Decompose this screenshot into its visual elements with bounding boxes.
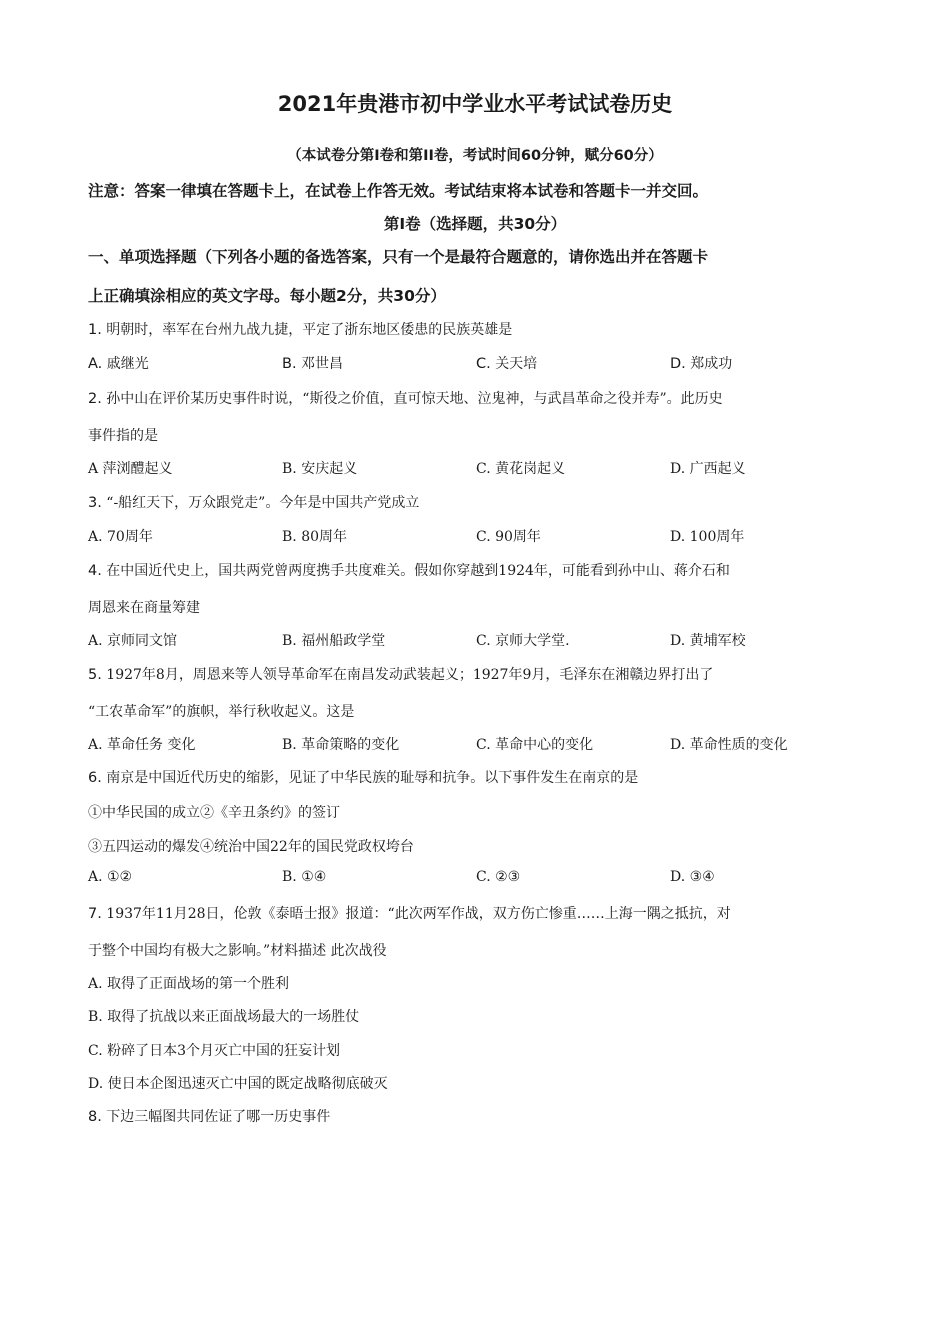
question-number: 5.	[88, 667, 102, 683]
question-number: 7.	[88, 906, 102, 922]
question-stem: 南京是中国近代历史的缩影，见证了中华民族的耻辱和抗争。以下事件发生在南京的是	[106, 770, 639, 786]
question-2-stem-cont: 事件指的是	[88, 428, 158, 444]
option-d: D. 广西起义	[670, 461, 746, 477]
question-1-options	[88, 353, 888, 375]
question-7-stem-cont: 于整个中国均有极大之影响。”材料描述 此次战役	[88, 943, 387, 959]
option-a: A. 取得了正面战场的第一个胜利	[88, 976, 290, 992]
question-4-options	[88, 630, 888, 652]
question-stem: 孙中山在评价某历史事件时说，“斯役之价值，直可惊天地、泣鬼神，与武昌革命之役并寿”。此历史	[106, 391, 723, 407]
option-c: C. 黄花岗起义	[476, 461, 566, 477]
question-4	[88, 560, 730, 580]
option-b: B. 革命策略的变化	[282, 737, 400, 753]
question-2	[88, 388, 723, 408]
question-stem: 明朝时，率军在台州九战九捷，平定了浙东地区倭患的民族英雄是	[106, 322, 513, 338]
question-4-stem-cont: 周恩来在商量筹建	[88, 600, 200, 616]
question-2-options	[88, 458, 888, 480]
option-d: D. 使日本企图迅速灭亡中国的既定战略彻底破灭	[88, 1076, 388, 1092]
option-a: A. 京师同文馆	[88, 633, 178, 649]
option-c: C. ②③	[476, 869, 521, 885]
option-b: B. 取得了抗战以来正面战场最大的一场胜仗	[88, 1009, 360, 1025]
question-stem: “-船红天下，万众跟党走”。今年是中国共产党成立	[106, 495, 420, 511]
question-number: 3.	[88, 495, 102, 511]
option-b: B. 福州船政学堂	[282, 633, 386, 649]
option-c: C. 90周年	[476, 529, 541, 545]
option-d: D. 郑成功	[670, 356, 733, 372]
question-6-item-2: ③五四运动的爆发④统治中国22年的国民党政权垮台	[88, 839, 414, 855]
question-5	[88, 664, 713, 684]
question-stem: 下边三幅图共同佐证了哪一历史事件	[106, 1109, 331, 1125]
option-c: C. 关天培	[476, 356, 538, 372]
option-b: B. 邓世昌	[282, 356, 344, 372]
exam-subtitle: （本试卷分第Ⅰ卷和第II卷，考试时间60分钟，赋分60分）	[287, 148, 663, 164]
question-3-options	[88, 526, 888, 548]
option-a: A. 戚继光	[88, 356, 149, 372]
question-6-item-1: ①中华民国的成立②《辛丑条约》的签订	[88, 805, 340, 821]
question-5-options	[88, 734, 888, 756]
question-stem: 在中国近代史上，国共两党曾两度携手共度难关。假如你穿越到1924年，可能看到孙中山、蒋介石和	[106, 563, 730, 579]
question-3	[88, 492, 419, 512]
question-5-stem-cont: “工农革命军”的旗帜，举行秋收起义。这是	[88, 704, 355, 720]
option-b: B. 安庆起义	[282, 461, 358, 477]
question-stem: 1937年11月28日，伦敦《泰晤士报》报道：“此次两军作战，双方伤亡惨重……上海一隅之抵抗，对	[106, 906, 731, 922]
question-8	[88, 1106, 330, 1126]
section-title: 第Ⅰ卷（选择题，共30分）	[383, 215, 567, 233]
option-c: C. 京师大学堂.	[476, 633, 570, 649]
question-6-options	[88, 869, 888, 891]
option-d: D. ③④	[670, 869, 715, 885]
option-a: A. 革命任务 变化	[88, 737, 196, 753]
option-a: A 萍浏醴起义	[88, 461, 173, 477]
option-c: C. 革命中心的变化	[476, 737, 594, 753]
question-number: 2.	[88, 391, 102, 407]
option-d: D. 100周年	[670, 529, 745, 545]
question-6	[88, 767, 638, 787]
option-d: D. 黄埔军校	[670, 633, 746, 649]
option-a: A. ①②	[88, 869, 133, 885]
question-number: 1.	[88, 322, 102, 338]
option-d: D. 革命性质的变化	[670, 737, 788, 753]
question-number: 6.	[88, 770, 102, 786]
instructions-line-1: 一、单项选择题（下列各小题的备选答案，只有一个是最符合题意的，请你选出并在答题卡	[88, 248, 709, 266]
exam-notice: 注意：答案一律填在答题卡上，在试卷上作答无效。考试结束将本试卷和答题卡一并交回。	[88, 182, 709, 200]
question-7	[88, 903, 731, 923]
question-number: 4.	[88, 563, 102, 579]
option-b: B. ①④	[282, 869, 327, 885]
question-1	[88, 319, 512, 339]
question-stem: 1927年8月，周恩来等人领导革命军在南昌发动武装起义；1927年9月，毛泽东在湘赣边界打出了	[106, 667, 714, 683]
option-a: A. 70周年	[88, 529, 153, 545]
exam-title: 2021年贵港市初中学业水平考试试卷历史	[277, 92, 673, 116]
instructions-line-2: 上正确填涂相应的英文字母。每小题2分，共30分）	[88, 287, 446, 305]
option-c: C. 粉碎了日本3个月灭亡中国的狂妄计划	[88, 1043, 341, 1059]
question-number: 8.	[88, 1109, 102, 1125]
option-b: B. 80周年	[282, 529, 348, 545]
